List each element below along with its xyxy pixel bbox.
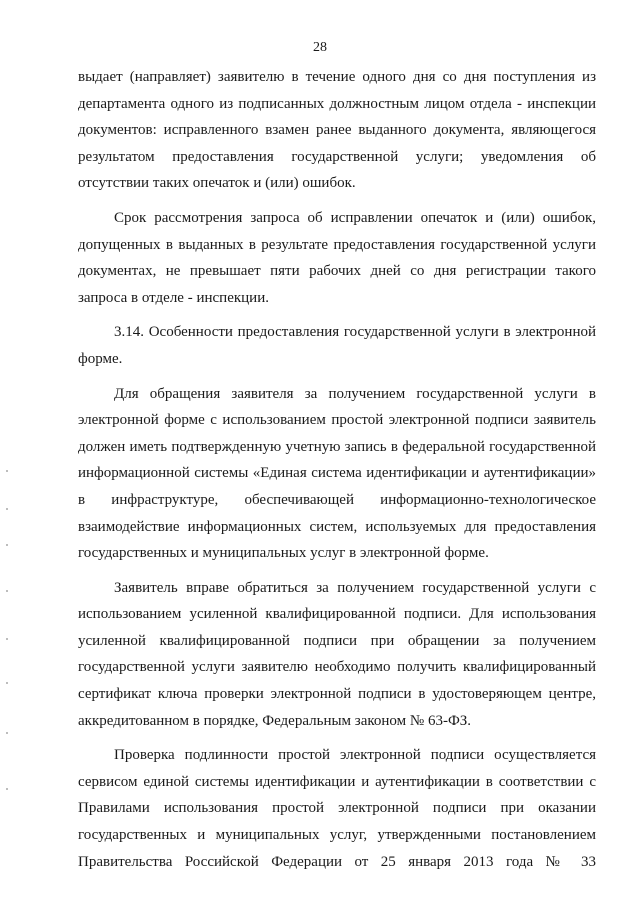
- paragraph-1: выдает (направляет) заявителю в течение одного дня со дня поступления из департамента одного из подписанных должностным лицом отдела - инспекции документов: исправленного взамен ранее выданного документа, являющегося результатом предоставления государственной услуги; уведомления об отсутствии таких опечаток и (или) ошибок.: [78, 69, 596, 192]
- paragraph-3-section-heading: 3.14. Особенности предоставления государственной услуги в электронной форме.: [78, 324, 596, 367]
- paragraph-5: Заявитель вправе обратиться за получением государственной услуги с использованием усиленной квалифицированной подписи. Для использования усиленной квалифицированной подписи при обращении за получением государственной услуги заявителю необходимо получить квалифицированный сертификат ключа проверки электронной подписи в удостоверяющем центре, аккредитованном в порядке, Федеральным законом № 63-ФЗ.: [78, 579, 596, 729]
- page-number: 28: [313, 40, 327, 55]
- document-body: [78, 64, 596, 883]
- paragraph-2: Срок рассмотрения запроса об исправлении опечаток и (или) ошибок, допущенных в выданных в результате предоставления государственной услуги документах, не превышает пяти рабочих дней со дня регистрации такого запроса в отделе - инспекции.: [78, 209, 596, 306]
- scan-margin-marks: [6, 470, 10, 800]
- paragraph-4: Для обращения заявителя за получением государственной услуги в электронной форме с использованием простой электронной подписи заявитель должен иметь подтвержденную учетную запись в федеральной государственной информационной системы «Единая система идентификации и аутентификации» в инфраструктуре, обеспечивающей информационно-технологическое взаимодействие информационных систем, используемых для предоставления государственных и муниципальных услуг в электронной форме.: [78, 385, 596, 562]
- paragraph-6: Проверка подлинности простой электронной подписи осуществляется сервисом единой системы идентификации и аутентификации в соответствии с Правилами использования простой электронной подписи при оказании государственных и муниципальных услуг, утвержденными постановлением Правительства Российской Федерации от 25 января 2013 года № 33: [78, 747, 596, 870]
